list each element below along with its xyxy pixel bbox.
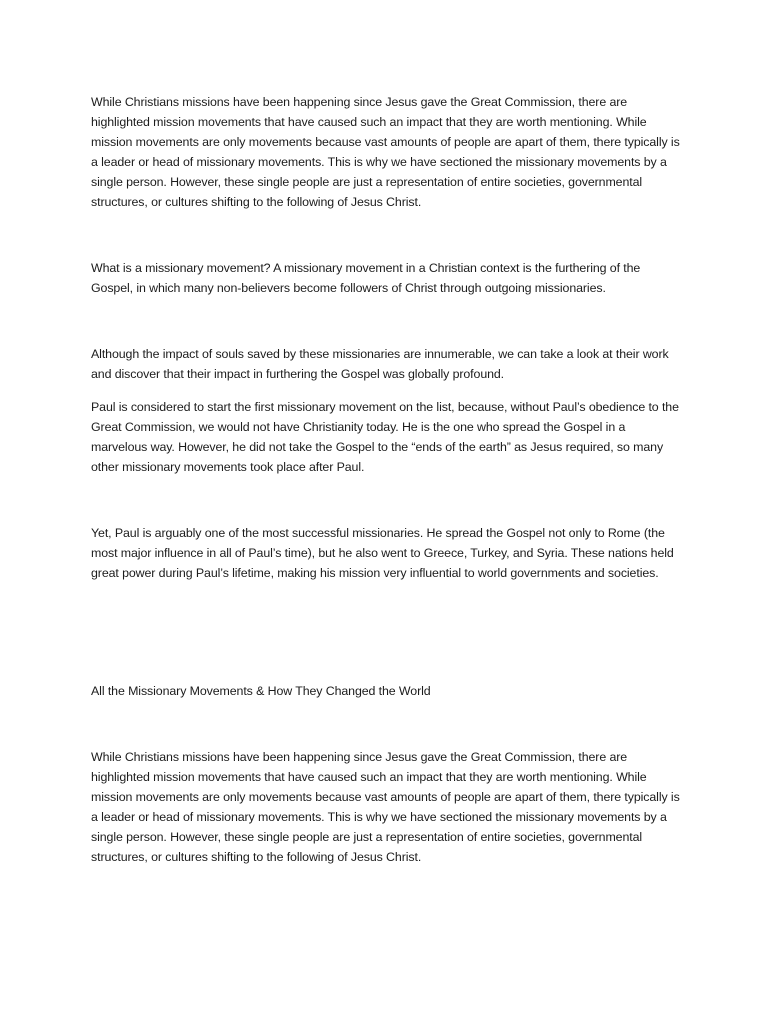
paragraph-paul-first-movement: Paul is considered to start the first missionary movement on the list, because, without Paul’s obedience to the Great Commission, we would not have Christianity today. He is the one who spread the Gospel in a marvelous way. However, he did not take the Gospel to the “ends of the earth” as Jesus required, so many other missionary movements took place after Paul. — [91, 400, 679, 474]
section-heading: All the Missionary Movements & How They Changed the World — [91, 684, 431, 698]
paragraph-intro-repeat: While Christians missions have been happening since Jesus gave the Great Commission, there are highlighted mission movements that have caused such an impact that they are worth mentioning. While mission movements are only movements because vast amounts of people are apart of them, there typically is a leader or head of missionary movements. This is why we have sectioned the missionary movements by a single person. However, these single people are just a representation of entire societies, governmental structures, or cultures shifting to the following of Jesus Christ. — [91, 750, 680, 864]
paragraph-impact: Although the impact of souls saved by these missionaries are innumerable, we can take a look at their work and discover that their impact in furthering the Gospel was globally profound. — [91, 347, 669, 381]
paragraph-what-is-missionary-movement: What is a missionary movement? A missionary movement in a Christian context is the furthering of the Gospel, in which many non-believers become followers of Christ through outgoing missionaries. — [91, 261, 641, 295]
paragraph-intro: While Christians missions have been happening since Jesus gave the Great Commission, there are highlighted mission movements that have caused such an impact that they are worth mentioning. While mission movements are only movements because vast amounts of people are apart of them, there typically is a leader or head of missionary movements. This is why we have sectioned the missionary movements by a single person. However, these single people are just a representation of entire societies, governmental structures, or cultures shifting to the following of Jesus Christ. — [91, 95, 680, 209]
paragraph-paul-success: Yet, Paul is arguably one of the most successful missionaries. He spread the Gospel not only to Rome (the most major influence in all of Paul’s time), but he also went to Greece, Turkey, and Syria. These nations held great power during Paul’s lifetime, making his mission very influential to world governments and societies. — [91, 526, 674, 580]
